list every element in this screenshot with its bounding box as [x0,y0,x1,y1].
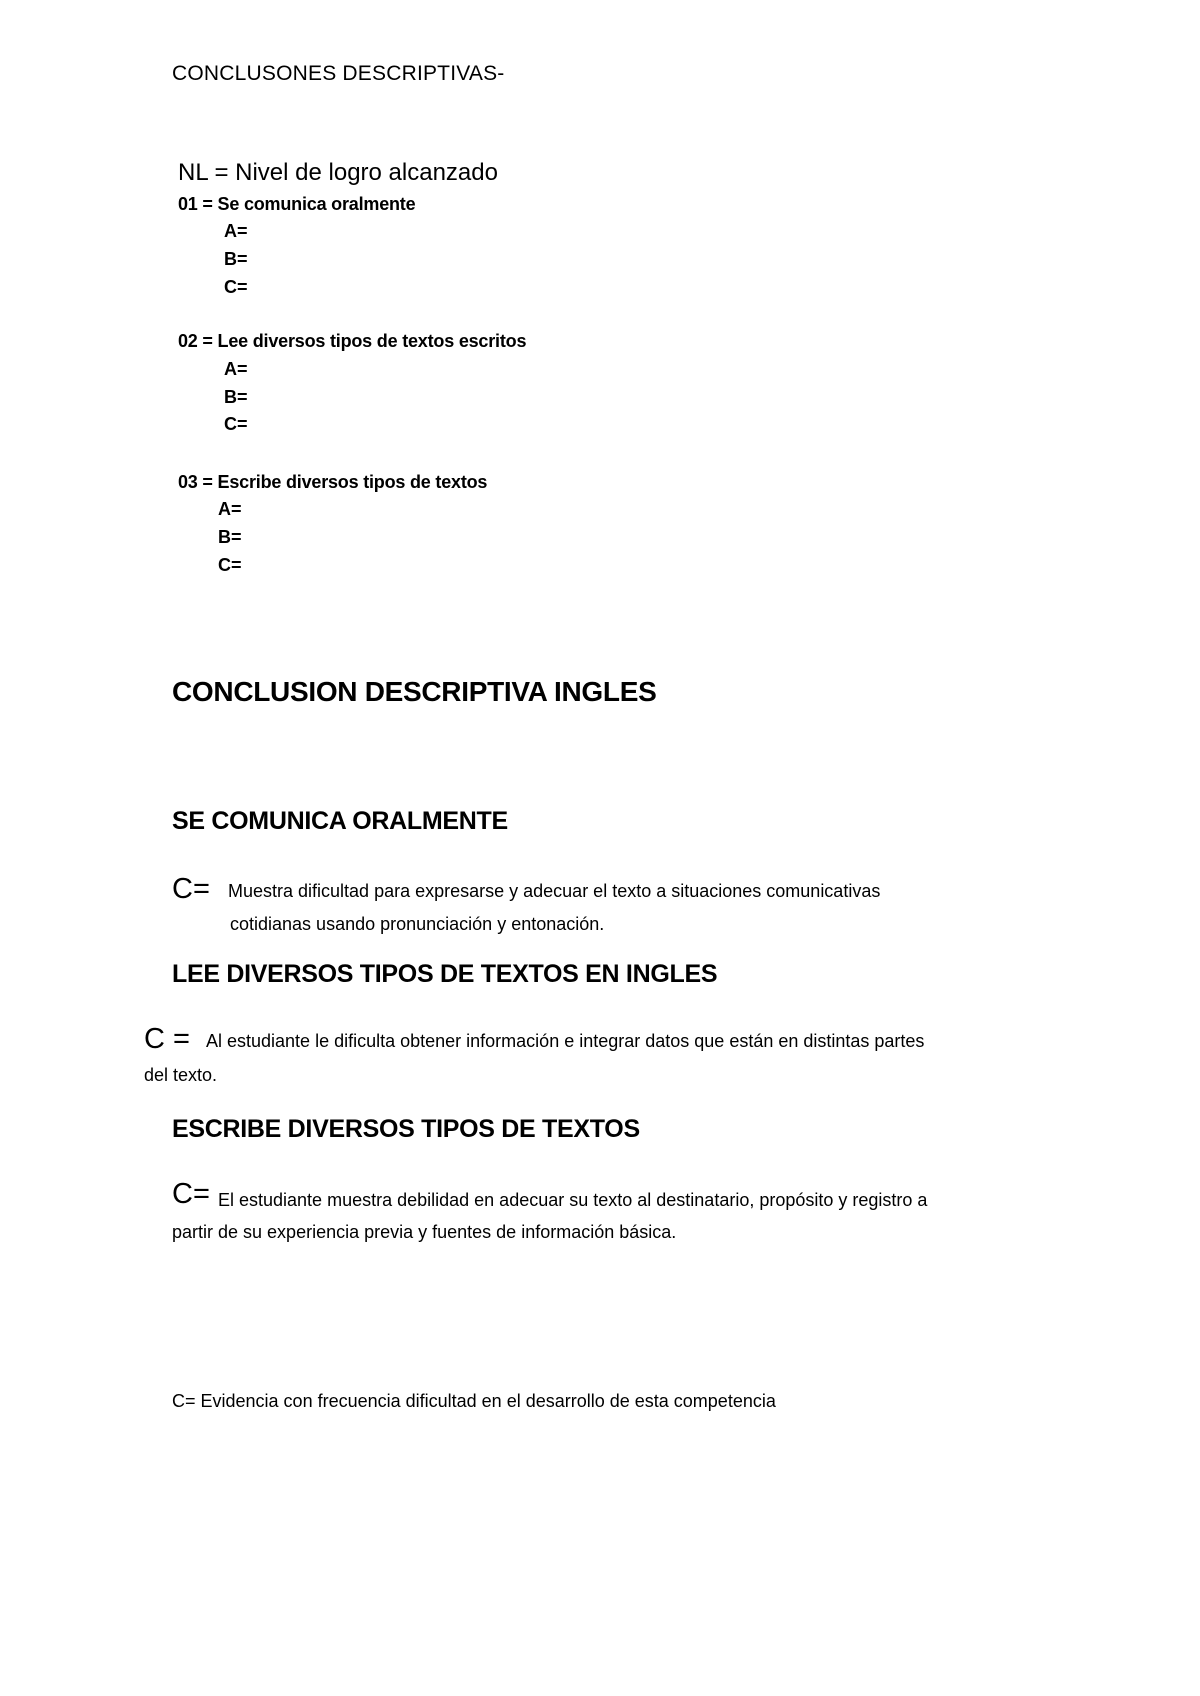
english-item-heading-oral: SE COMUNICA ORALMENTE [172,807,508,835]
english-item-level-oral: C= [172,873,210,905]
english-item-desc-oral-line1: Muestra dificultad para expresarse y adecuar el texto a situaciones comunicativas [228,881,881,901]
footer-note: C= Evidencia con frecuencia dificultad en el desarrollo de esta competencia [172,1391,776,1411]
competency-02-level-c: C= [224,414,248,434]
competency-heading-03: 03 = Escribe diversos tipos de textos [178,472,488,492]
document-title: CONCLUSONES DESCRIPTIVAS- [172,62,505,85]
english-item-heading-reading: LEE DIVERSOS TIPOS DE TEXTOS EN INGLES [172,960,718,988]
competency-03-level-a: A= [218,499,242,519]
english-section-title: CONCLUSION DESCRIPTIVA INGLES [172,676,657,707]
competency-heading-01: 01 = Se comunica oralmente [178,194,416,214]
competency-02-level-b: B= [224,387,248,407]
english-item-desc-writing-line1: El estudiante muestra debilidad en adecuar su texto al destinatario, propósito y registro a [218,1190,928,1210]
competency-03-level-b: B= [218,527,242,547]
competency-heading-02: 02 = Lee diversos tipos de textos escritos [178,331,527,351]
english-item-desc-writing-line2: partir de su experiencia previa y fuentes de información básica. [172,1222,677,1242]
english-item-heading-writing: ESCRIBE DIVERSOS TIPOS DE TEXTOS [172,1115,640,1143]
competency-01-level-c: C= [224,277,248,297]
nl-definition: NL = Nivel de logro alcanzado [178,159,498,186]
english-item-desc-oral-line2: cotidianas usando pronunciación y entonación. [230,914,605,934]
competency-01-level-a: A= [224,221,248,241]
english-item-desc-reading-line1: Al estudiante le dificulta obtener información e integrar datos que están en distintas partes [206,1031,925,1051]
competency-03-level-c: C= [218,555,242,575]
english-item-level-reading: C = [144,1023,190,1055]
english-item-desc-reading-line2: del texto. [144,1065,218,1085]
competency-02-level-a: A= [224,359,248,379]
competency-01-level-b: B= [224,249,248,269]
english-item-level-writing: C= [172,1178,210,1210]
